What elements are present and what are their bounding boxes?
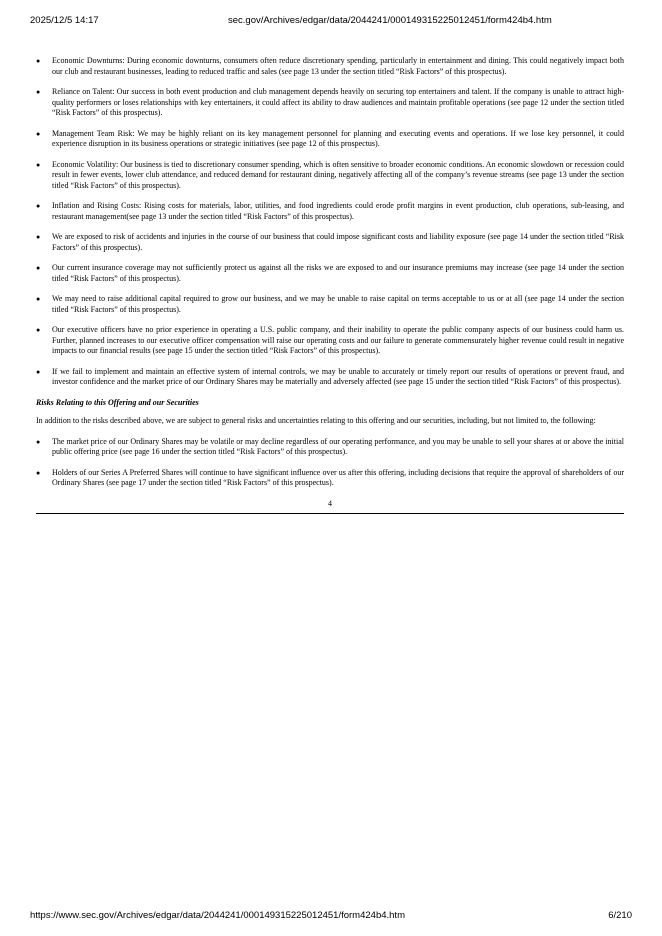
list-item	[36, 129, 624, 150]
bullet-icon: ●	[36, 57, 41, 65]
section-heading: Risks Relating to this Offering and our Securities	[36, 397, 199, 407]
list-item	[36, 56, 624, 77]
list-item-text: Our executive officers have no prior experience in operating a U.S. public company, and their inability to operate the public company aspects of our business could harm us. Further, planned increases to our executive officer compensation will raise our operating costs and our failure to generate commensurately higher revenue could result in negative impacts to our financial results (see page 15 under the section titled “Risk Factors” of this prospectus).	[52, 325, 624, 355]
list-item-text: Reliance on Talent: Our success in both event production and club management depends heavily on securing top entertainers and talent. If the company is unable to attract high-quality performers or loses relationships with key entertainers, it could affect its ability to draw audiences and maintain profitable operations (see page 12 under the section titled “Risk Factors” of this prospectus).	[52, 87, 624, 117]
risk-summary-list	[36, 56, 624, 388]
list-item-text: Economic Volatility: Our business is tied to discretionary consumer spending, which is often sensitive to broader economic conditions. An economic slowdown or recession could result in fewer events, lower club attendance, and reduced demand for restaurant dining, negatively affecting all of the company’s revenue streams (see page 13 under the section titled “Risk Factors” of this prospectus).	[52, 159, 624, 190]
print-header	[30, 14, 632, 28]
bullet-icon: ●	[36, 326, 41, 334]
offering-risk-list	[36, 437, 624, 489]
list-item-text: Holders of our Series A Preferred Shares will continue to have significant influence over us after this offering, including decisions that require the approval of shareholders of our Ordinary Shares (see page 17 under the section titled “Risk Factors” of this prospectus).	[52, 467, 624, 487]
bullet-icon: ●	[36, 202, 41, 210]
bullet-icon: ●	[36, 437, 41, 446]
list-item-text: Our current insurance coverage may not sufficiently protect us against all the risks we are exposed to and our insurance premiums may increase (see page 14 under the section titled “Risk Factors” of this prospectus).	[52, 263, 624, 283]
list-item-text: Economic Downturns: During economic downturns, consumers often reduce discretionary spending, particularly in entertainment and dining. This could negatively impact both our club and restaurant businesses, leading to reduced traffic and sales (see page 13 under the section titled “Risk Factors” of this prospectus).	[52, 56, 624, 76]
list-item-text: If we fail to implement and maintain an effective system of internal controls, we may be unable to accurately or timely report our results of operations or prevent fraud, and investor confidence and the market price of our Ordinary Shares may be materially and adversely affected (see page 15 under the section titled “Risk Factors” of this prospectus).	[52, 366, 624, 386]
list-item	[36, 263, 624, 284]
list-item	[36, 437, 624, 458]
bullet-icon: ●	[36, 233, 41, 241]
list-item-text: Inflation and Rising Costs: Rising costs for materials, labor, utilities, and food ingredients could erode profit margins in event production, club operations, sub-leasing, and restaurant management(see page 13 under the section titled “Risk Factors” of this prospectus).	[52, 201, 624, 221]
bullet-icon: ●	[36, 129, 41, 138]
bullet-icon: ●	[36, 264, 41, 272]
list-item-text: The market price of our Ordinary Shares may be volatile or may decline regardless of our operating performance, and you may be unable to sell your shares at or above the initial public offering price (see page 16 under the section titled “Risk Factors” of this prospectus).	[52, 436, 624, 456]
document-content	[36, 56, 624, 514]
print-page-title: sec.gov/Archives/edgar/data/2044241/000149315225012451/form424b4.htm	[228, 15, 552, 26]
list-item	[36, 468, 624, 489]
bullet-icon: ●	[36, 160, 41, 169]
bullet-icon: ●	[36, 295, 41, 303]
list-item	[36, 232, 624, 253]
list-item-text: We may need to raise additional capital required to grow our business, and we may be unable to raise capital on terms acceptable to us or at all (see page 14 under the section titled “Risk Factors” of this prospectus).	[52, 294, 624, 314]
print-footer	[30, 909, 632, 923]
print-page-count: 6/210	[608, 910, 632, 921]
bullet-icon: ●	[36, 88, 41, 96]
print-url: https://www.sec.gov/Archives/edgar/data/2044241/000149315225012451/form424b4.htm	[30, 910, 405, 921]
list-item	[36, 160, 624, 192]
list-item-text: Management Team Risk: We may be highly reliant on its key management personnel for planning and executing events and operations. If we lose key personnel, it could experience disruption in its business operations or strategic initiatives (see page 12 of this prospectus).	[52, 128, 624, 148]
bullet-icon: ●	[36, 367, 41, 376]
list-item-text: We are exposed to risk of accidents and injuries in the course of our business that could impose significant costs and liability exposure (see page 14 under the section titled “Risk Factors” of this prospectus).	[52, 232, 624, 252]
print-datetime: 2025/12/5 14:17	[30, 15, 99, 26]
bullet-icon: ●	[36, 468, 41, 477]
list-item	[36, 294, 624, 315]
section-intro-paragraph: In addition to the risks described above, we are subject to general risks and uncertainties relating to this offering and our securities, including, but not limited to, the following:	[36, 416, 596, 425]
list-item	[36, 201, 624, 222]
list-item	[36, 87, 624, 119]
list-item	[36, 367, 624, 388]
list-item	[36, 325, 624, 357]
page-number: 4	[36, 499, 624, 515]
